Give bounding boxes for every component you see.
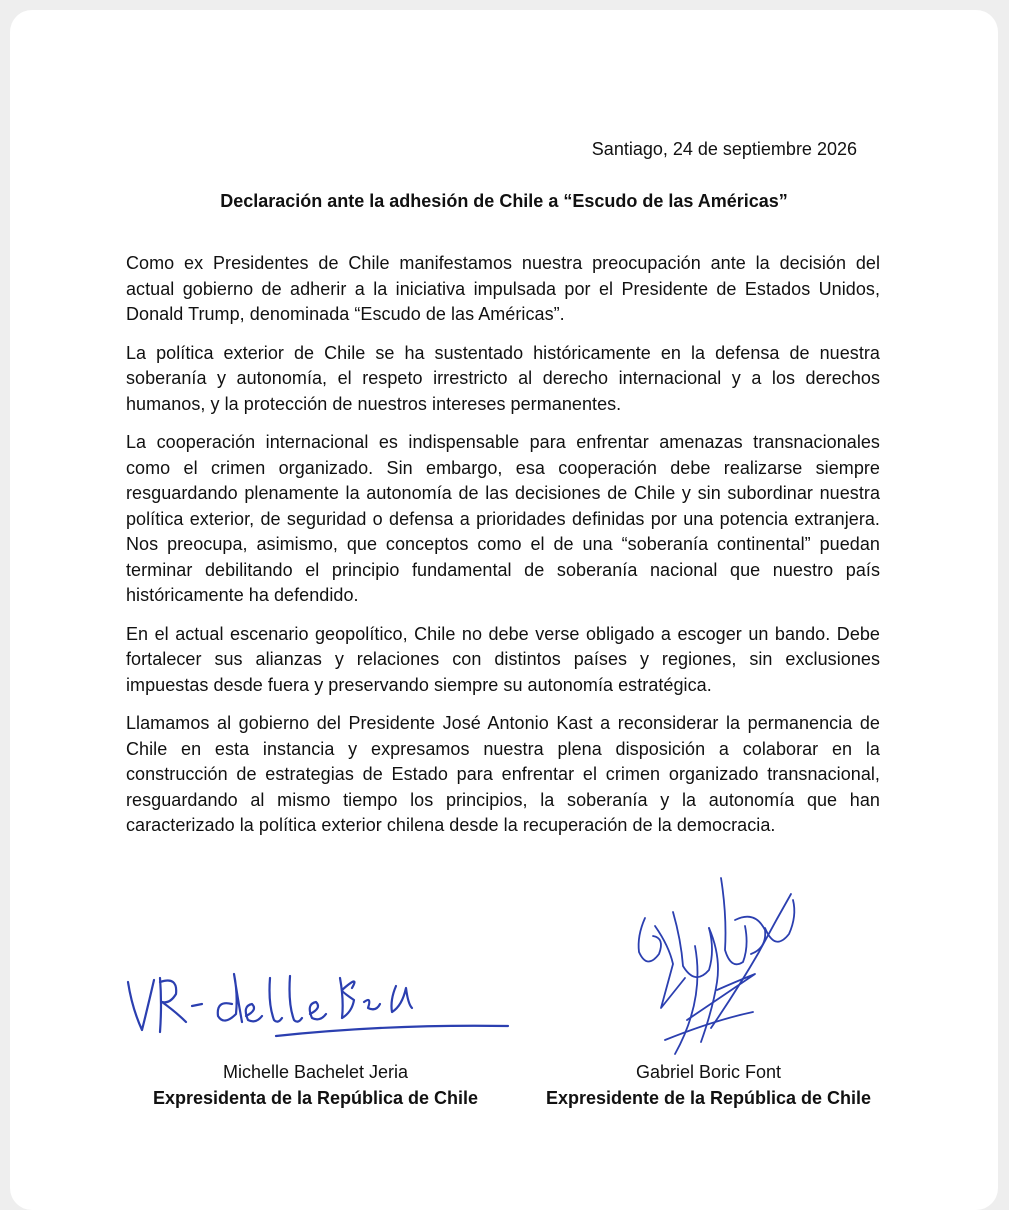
signer-right-role: Expresidente de la República de Chile bbox=[545, 1088, 872, 1108]
letter-date: Santiago, 24 de septiembre 2026 bbox=[591, 139, 857, 159]
bachelet-signature bbox=[120, 960, 510, 1050]
boric-signature bbox=[625, 870, 810, 1065]
letter-title: Declaración ante la adhesión de Chile a “Escudo de las Américas” bbox=[220, 191, 788, 211]
letter-body bbox=[126, 251, 880, 852]
signer-left-name: Michelle Bachelet Jeria bbox=[222, 1062, 409, 1082]
paragraph-2: La política exterior de Chile se ha sustentado históricamente en la defensa de nuestra soberanía y autonomía, el respeto irrestricto al derecho internacional y a los derechos humanos, y la protección de nuestros intereses permanentes. bbox=[126, 342, 880, 414]
signer-right-name: Gabriel Boric Font bbox=[635, 1062, 782, 1082]
signer-right bbox=[521, 1059, 896, 1111]
signer-left-role: Expresidenta de la República de Chile bbox=[152, 1088, 479, 1108]
paragraph-4: En el actual escenario geopolítico, Chile no debe verse obligado a escoger un bando. Debe fortalecer sus alianzas y relaciones con distintos países y regiones, sin exclusiones impuestas desde fuera y preservando siempre su autonomía estratégica. bbox=[126, 623, 880, 695]
signer-left bbox=[128, 1059, 503, 1111]
paragraph-5: Llamamos al gobierno del Presidente José Antonio Kast a reconsiderar la permanencia de Chile en esta instancia y expresamos nuestra plena disposición a colaborar en la construcción de estrategias de Estado para enfrentar el crimen organizado transnacional, resguardando al mismo tiempo los principios, la soberanía y la autonomía que han caracterizado la política exterior chilena desde la recuperación de la democracia. bbox=[126, 713, 880, 835]
document-page bbox=[10, 10, 998, 1210]
paragraph-3: La cooperación internacional es indispensable para enfrentar amenazas transnacionales como el crimen organizado. Sin embargo, esa cooperación debe realizarse siempre resguardando plenamente la autonomía de las decisiones de Chile y sin subordinar nuestra política exterior, de seguridad o defensa a prioridades definidas por una potencia extranjera. Nos preocupa, asimismo, que conceptos como el de una “soberanía continental” puedan terminar debilitando el principio fundamental de soberanía nacional que nuestro país históricamente ha defendido. bbox=[126, 432, 880, 605]
paragraph-1: Como ex Presidentes de Chile manifestamos nuestra preocupación ante la decisión del actual gobierno de adherir a la iniciativa impulsada por el Presidente de Estados Unidos, Donald Trump, denominada “Escudo de las Américas”. bbox=[126, 253, 880, 324]
